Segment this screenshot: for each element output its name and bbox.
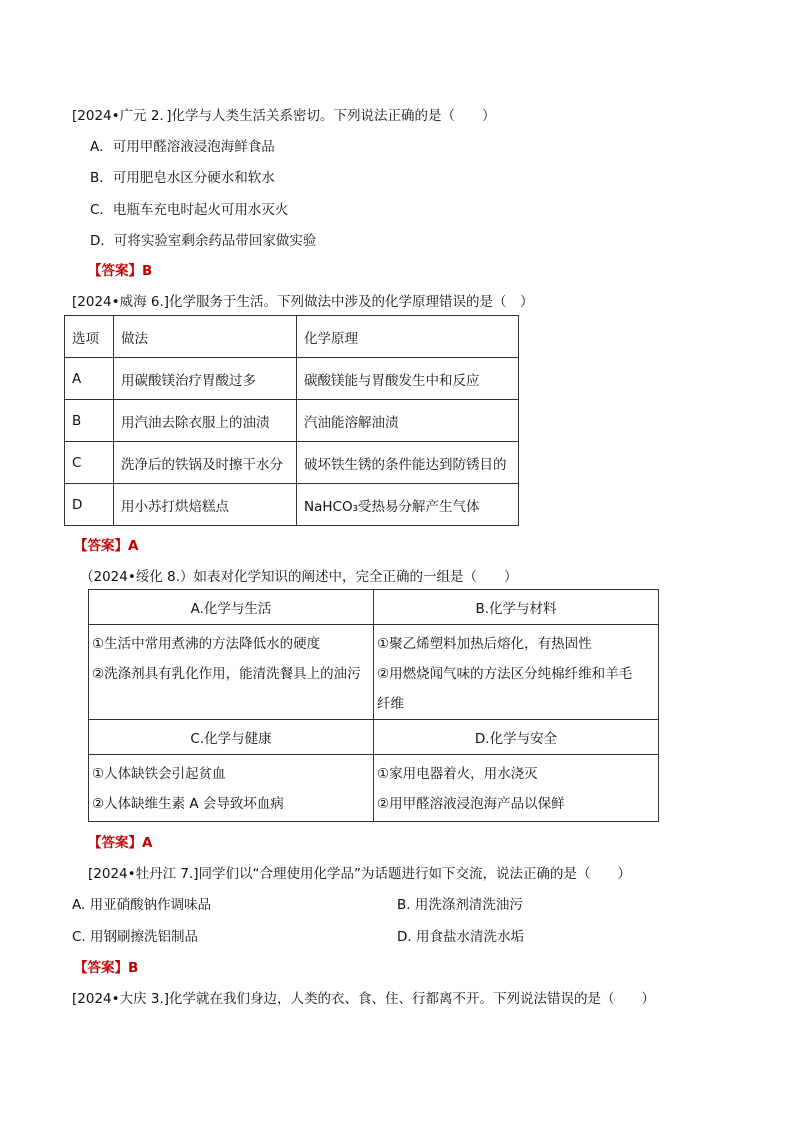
group-a-line-2: ②洗涤剂具有乳化作用，能清洗餐具上的油污 xyxy=(92,666,361,682)
table-cell: 破坏铁生锈的条件能达到防锈目的 xyxy=(297,442,519,484)
q1-option-a: A．可用甲醛溶液浸泡海鲜食品 xyxy=(90,139,275,155)
table-cell: 用汽油去除衣服上的油渍 xyxy=(114,400,297,442)
group-a-line-1: ①生活中常用煮沸的方法降低水的硬度 xyxy=(92,636,321,652)
table-row xyxy=(65,484,519,526)
group-b-title: B.化学与材料 xyxy=(374,590,659,625)
table-header: 选项 xyxy=(65,316,114,358)
table-cell: A xyxy=(65,358,114,400)
group-d-line-2: ②用甲醛溶液浸泡海产品以保鲜 xyxy=(377,796,565,812)
table-cell: B xyxy=(65,400,114,442)
table-cell: NaHCO₃受热易分解产生气体 xyxy=(297,484,519,526)
q4-option-c: C. 用钢刷擦洗铝制品 xyxy=(72,929,199,945)
q1-option-d: D．可将实验室剩余药品带回家做实验 xyxy=(90,233,317,249)
group-b-line-2: ②用燃烧闻气味的方法区分纯棉纤维和羊毛 xyxy=(377,666,633,682)
table-cell: D xyxy=(65,484,114,526)
q1-stem: [2024•广元 2．]化学与人类生活关系密切。下列说法正确的是（ ） xyxy=(72,108,496,124)
q1-option-b: B．可用肥皂水区分硬水和软水 xyxy=(90,170,275,186)
group-a-title: A.化学与生活 xyxy=(89,590,374,625)
group-d-content xyxy=(374,755,659,822)
q3-answer: 【答案】A xyxy=(88,835,153,851)
q5-stem: [2024•大庆 3.]化学就在我们身边，人类的衣、食、住、行都离不开。下列说法错误的是（ ） xyxy=(72,991,656,1007)
q4-option-d: D. 用食盐水清洗水垢 xyxy=(397,929,524,945)
table-row xyxy=(65,358,519,400)
table-cell: C xyxy=(65,442,114,484)
q3-table xyxy=(88,589,659,822)
table-header: 做法 xyxy=(114,316,297,358)
table-header: 化学原理 xyxy=(297,316,519,358)
group-d-line-1: ①家用电器着火，用水浇灭 xyxy=(377,766,538,782)
group-a-content xyxy=(89,625,374,720)
q1-answer: 【答案】B xyxy=(88,263,153,279)
table-cell: 用小苏打烘焙糕点 xyxy=(114,484,297,526)
q1-option-c: C．电瓶车充电时起火可用水灭火 xyxy=(90,202,289,218)
q3-stem: （2024•绥化 8.）如表对化学知识的阐述中，完全正确的一组是（ ） xyxy=(80,569,518,585)
table-row xyxy=(65,400,519,442)
group-b-line-1: ①聚乙烯塑料加热后熔化，有热固性 xyxy=(377,636,592,652)
q4-option-b: B. 用洗涤剂清洗油污 xyxy=(397,897,523,913)
q2-table xyxy=(64,315,519,526)
table-header-row xyxy=(65,316,519,358)
q2-answer: 【答案】A xyxy=(74,538,139,554)
group-b-line-3: 纤维 xyxy=(377,696,404,712)
group-c-title: C.化学与健康 xyxy=(89,720,374,755)
table-row xyxy=(65,442,519,484)
group-c-line-2: ②人体缺维生素 A 会导致坏血病 xyxy=(92,796,284,812)
q4-answer: 【答案】B xyxy=(74,960,139,976)
group-b-content xyxy=(374,625,659,720)
table-cell: 碳酸镁能与胃酸发生中和反应 xyxy=(297,358,519,400)
q2-stem: [2024•威海 6.]化学服务于生活。下列做法中涉及的化学原理错误的是（ ） xyxy=(72,294,534,310)
q4-stem: [2024•牡丹江 7.]同学们以“合理使用化学品”为话题进行如下交流，说法正确的是（ ） xyxy=(88,866,632,882)
table-cell: 用碳酸镁治疗胃酸过多 xyxy=(114,358,297,400)
table-cell: 洗净后的铁锅及时擦干水分 xyxy=(114,442,297,484)
group-d-title: D.化学与安全 xyxy=(374,720,659,755)
q4-option-a: A. 用亚硝酸钠作调味品 xyxy=(72,897,212,913)
group-c-line-1: ①人体缺铁会引起贫血 xyxy=(92,766,226,782)
group-c-content xyxy=(89,755,374,822)
table-cell: 汽油能溶解油渍 xyxy=(297,400,519,442)
